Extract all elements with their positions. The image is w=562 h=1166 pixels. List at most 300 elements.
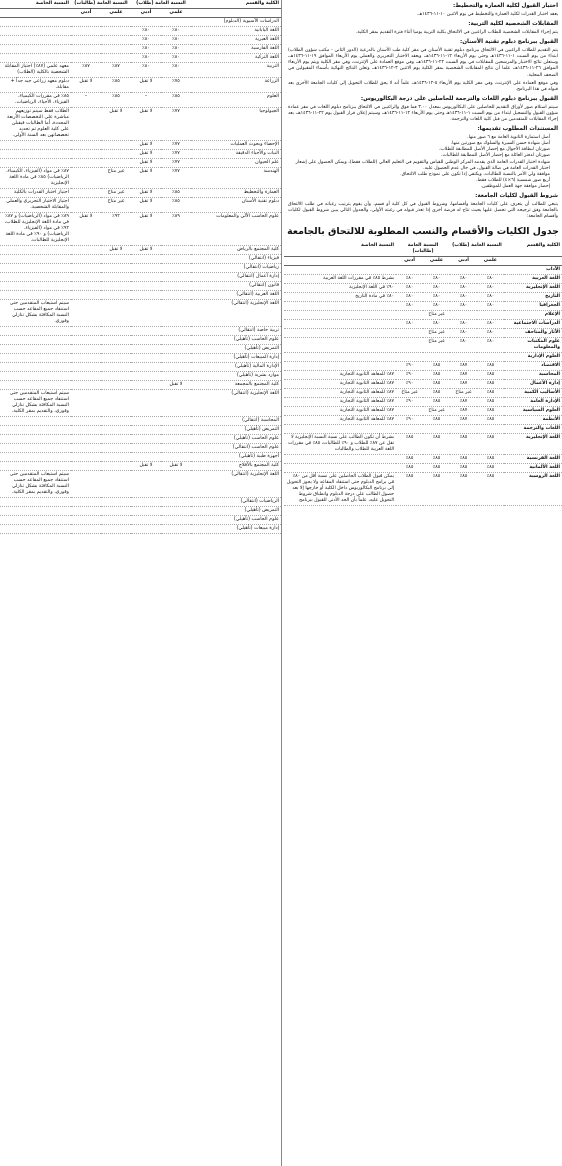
college-name: الزراعة — [191, 78, 281, 93]
college-name: الدراسات الآسيوية (الدبلوم) — [191, 18, 281, 27]
section-heading: شروط القبول لكليات الجامعة: — [475, 192, 558, 199]
female-science-ratio — [101, 27, 131, 36]
special-ratio — [0, 498, 71, 507]
special-ratio: بشرط ٨٥٪ في مقررات اللغة العربية — [284, 275, 396, 284]
male-arts-ratio — [131, 327, 161, 336]
special-ratio — [0, 264, 71, 273]
college-name: علوم المكتبات والمعلومات — [504, 338, 562, 353]
male-science-ratio: ٨٠٪ — [161, 54, 191, 63]
male-science-ratio: ٨٥٪ — [477, 362, 504, 371]
female-science-ratio: ٨٥٪ — [101, 78, 131, 93]
special-ratio — [0, 273, 71, 282]
male-science-ratio: ٨٠٪ — [161, 63, 191, 78]
college-name: اللغة الإنجليزية (انتقالي) — [191, 300, 281, 327]
table-row — [0, 336, 281, 345]
table-row — [284, 473, 562, 506]
male-science-ratio — [161, 282, 191, 291]
female-science-ratio: ٨٥٪ — [423, 416, 450, 425]
table-row — [284, 293, 562, 302]
section-paragraph: سيتم استلام صور لأوراق التقديم للحاصلين على البكالوريوس بمعدل ٣.٠٠ فما فوق والراغبين في الالتحاق ببرنامج دبلوم اللغات في مقر عمادة شؤون القبول والتسجيل ابتداء من يوم السبت ١-١١-١٤٣٦هـ وحتى يوم الأربعاء ١٢-١١-١٤٣٦هـ، وسيتم إعلان قرار القبول يوم ٢٢-١١-١٤٣٦هـ، بعد إجراء المقابلات للمتقدمين من قبل كلية اللغات والترجمة. — [288, 104, 558, 123]
male-science-ratio — [161, 354, 191, 363]
female-arts-ratio — [71, 27, 101, 36]
male-arts-ratio — [131, 390, 161, 417]
female-arts-ratio — [71, 462, 101, 471]
female-arts-ratio: ٩٠٪ — [396, 398, 423, 407]
table-row — [0, 525, 281, 534]
college-name: رياضيات (انتقالي) — [191, 264, 281, 273]
female-arts-ratio — [71, 291, 101, 300]
college-name: العلوم — [191, 93, 281, 108]
college-name: اللغة الإنجليزية — [504, 284, 562, 293]
table-row — [284, 455, 562, 464]
female-science-ratio — [423, 425, 450, 434]
female-science-ratio — [101, 159, 131, 168]
special-ratio: ٨٥٪ في مقررات الكيمياء، الفيزياء، الأحياء، الرياضيات. — [0, 93, 71, 108]
section-heading: المستندات المطلوب تقديمها: — [477, 126, 558, 133]
female-science-ratio — [101, 390, 131, 417]
male-arts-ratio — [131, 471, 161, 498]
male-arts-ratio — [131, 372, 161, 381]
table-row — [284, 338, 562, 353]
special-ratio: اجتياز الاختبار التحريري والعملي والمقابلة الشخصية. — [0, 198, 71, 213]
female-arts-ratio — [71, 390, 101, 417]
female-science-ratio: غير متاح — [101, 198, 131, 213]
special-ratio — [0, 54, 71, 63]
header-male-ratio: النسبة العامة (طلاب) — [450, 242, 504, 257]
female-science-ratio: غير متاح — [101, 189, 131, 198]
special-ratio: اجتياز اختبار القدرات بالكلية — [0, 189, 71, 198]
college-name: العلوم الإدارية — [504, 353, 562, 362]
special-ratio: ٨٧٪ للمعاهد الثانوية التجارية — [284, 416, 396, 425]
female-science-ratio — [101, 498, 131, 507]
male-science-ratio — [161, 246, 191, 255]
table-row — [0, 435, 281, 444]
female-science-ratio: غير متاح — [423, 329, 450, 338]
table-row — [0, 168, 281, 189]
table-row — [0, 150, 281, 159]
female-arts-ratio — [71, 498, 101, 507]
table-row — [0, 213, 281, 246]
male-science-ratio — [161, 18, 191, 27]
section-paragraph: يعقد اختبار القدرات لكلية العمارة والتخطيط في يوم الاثنين ١٠-١١-١٤٣٦هـ. — [416, 12, 558, 17]
female-arts-ratio: لا تقبل — [71, 78, 101, 93]
male-arts-ratio — [131, 291, 161, 300]
table-row — [0, 300, 281, 327]
male-science-ratio — [161, 345, 191, 354]
table-row — [0, 417, 281, 426]
female-science-ratio — [101, 516, 131, 525]
female-arts-ratio — [71, 426, 101, 435]
special-ratio — [0, 141, 71, 150]
table-row — [284, 284, 562, 293]
female-arts-ratio: ٩٠٪ — [396, 362, 423, 371]
special-ratio — [0, 27, 71, 36]
table-row — [0, 78, 281, 93]
male-science-ratio: ٨٠٪ — [477, 293, 504, 302]
female-arts-ratio — [71, 354, 101, 363]
admission-sections — [284, 3, 562, 220]
table-row — [284, 320, 562, 329]
special-ratio — [284, 302, 396, 311]
female-science-ratio — [101, 471, 131, 498]
female-arts-ratio — [71, 159, 101, 168]
table-row — [0, 354, 281, 363]
special-ratio — [0, 336, 71, 345]
male-arts-ratio — [131, 507, 161, 516]
table-row — [284, 302, 562, 311]
female-arts-ratio — [396, 311, 423, 320]
female-science-ratio — [101, 435, 131, 444]
male-arts-ratio — [450, 311, 477, 320]
subheader-science: علمي — [161, 9, 191, 18]
female-arts-ratio — [71, 246, 101, 255]
college-name: اللغة الإنجليزية (انتقالي) — [191, 390, 281, 417]
male-science-ratio — [477, 311, 504, 320]
female-arts-ratio: ٨٠٪ — [396, 275, 423, 284]
table-row — [0, 108, 281, 141]
male-science-ratio: لا تقبل — [161, 381, 191, 390]
female-science-ratio — [101, 45, 131, 54]
male-arts-ratio: ٨٧٪ — [450, 371, 477, 380]
special-ratio — [0, 327, 71, 336]
male-science-ratio: ٨٥٪ — [477, 464, 504, 473]
male-arts-ratio: لا تقبل — [131, 189, 161, 198]
female-arts-ratio — [71, 54, 101, 63]
college-name: الدراسات الاجتماعية — [504, 320, 562, 329]
male-science-ratio — [161, 516, 191, 525]
colleges-table-right — [284, 242, 562, 506]
male-science-ratio — [161, 363, 191, 372]
table-row — [0, 36, 281, 45]
table-row — [0, 141, 281, 150]
special-ratio: سيتم استيعاب المتقدمين حتى استنفاد جميع المقاعد حسب النسبة المكافئة بشكل تنازلي وفوري، والتقديم بمقر الكلية. — [0, 471, 71, 498]
table-row — [284, 416, 562, 425]
table-row — [0, 390, 281, 417]
list-item: أربع صور شمسية (٦×٤) للطلاب فقط. — [476, 177, 550, 183]
female-science-ratio: غير متاح — [101, 168, 131, 189]
female-science-ratio — [101, 150, 131, 159]
male-science-ratio: ٨٠٪ — [477, 329, 504, 338]
table-row — [0, 471, 281, 498]
college-name: تربية خاصة (انتقالي) — [191, 327, 281, 336]
special-ratio — [0, 345, 71, 354]
special-ratio — [284, 353, 396, 362]
subheader-arts: أدبي — [131, 9, 161, 18]
male-science-ratio: ٨٠٪ — [477, 275, 504, 284]
female-science-ratio: ٨٧٪ — [101, 63, 131, 78]
female-arts-ratio — [71, 327, 101, 336]
college-name: العلوم السياسية — [504, 407, 562, 416]
female-science-ratio — [101, 54, 131, 63]
male-science-ratio: ٧٧٪ — [161, 168, 191, 189]
female-science-ratio: غير متاح — [423, 311, 450, 320]
female-arts-ratio: ٨٠٪ — [396, 320, 423, 329]
special-ratio: سيتم استيعاب المتقدمين حتى استنفاد جميع المقاعد حسب النسبة المكافئة بشكل تنازلي وفوري، والتقديم بمقر الكلية. — [0, 390, 71, 417]
male-arts-ratio: ٨٥٪ — [450, 434, 477, 455]
male-arts-ratio: ٨٠٪ — [131, 54, 161, 63]
college-name: اللغة الروسية — [504, 473, 562, 506]
table-row — [0, 63, 281, 78]
male-arts-ratio — [450, 266, 477, 275]
female-science-ratio: ٨٥٪ — [101, 93, 131, 108]
male-science-ratio — [161, 471, 191, 498]
male-arts-ratio: لا تقبل — [131, 78, 161, 93]
female-science-ratio — [101, 18, 131, 27]
special-ratio: سيتم استيعاب المتقدمين حتى استنفاد جميع المقاعد حسب النسبة المكافئة بشكل تنازلي وفوري. — [0, 300, 71, 327]
college-name: إدارة أعمال (انتقالي) — [191, 273, 281, 282]
male-science-ratio: ٨٥٪ — [477, 371, 504, 380]
college-name: المحاسبة (انتقالي) — [191, 417, 281, 426]
college-name: إدارة المبيعات (تأهيلي) — [191, 354, 281, 363]
college-name: اللغة اليابانية — [191, 27, 281, 36]
female-science-ratio: ٨٥٪ — [423, 434, 450, 455]
female-arts-ratio: لا تقبل — [71, 213, 101, 246]
male-science-ratio — [161, 453, 191, 462]
male-arts-ratio — [131, 354, 161, 363]
male-arts-ratio: لا تقبل — [131, 159, 161, 168]
male-arts-ratio — [131, 336, 161, 345]
female-science-ratio — [101, 141, 131, 150]
special-ratio — [0, 453, 71, 462]
male-science-ratio: ٨٥٪ — [477, 398, 504, 407]
list-item: أصل استمارة الثانوية العامة مع ٦ صور منها. — [467, 135, 550, 141]
male-arts-ratio: ٨٧٪ — [450, 380, 477, 389]
female-arts-ratio: – — [71, 93, 101, 108]
special-ratio — [284, 464, 396, 473]
male-science-ratio — [161, 273, 191, 282]
table-row — [0, 246, 281, 255]
special-ratio — [0, 381, 71, 390]
special-ratio — [0, 516, 71, 525]
female-arts-ratio — [71, 45, 101, 54]
female-science-ratio — [101, 354, 131, 363]
list-item: إحضار موافقة جهة العمل للموظفين. — [480, 183, 550, 189]
college-name: إدارة الأعمال — [504, 380, 562, 389]
special-ratio: معهد علمي (٨٧٪) اجتياز المقابلة الشخصية بالكلية (الطلاب) — [0, 63, 71, 78]
special-ratio — [284, 329, 396, 338]
college-name: الإدارة المالية (تأهيلي) — [191, 363, 281, 372]
female-science-ratio — [101, 327, 131, 336]
female-science-ratio: غير متاح — [423, 407, 450, 416]
female-arts-ratio — [71, 18, 101, 27]
special-ratio — [0, 435, 71, 444]
female-science-ratio: ٨٠٪ — [423, 293, 450, 302]
male-arts-ratio: لا تقبل — [131, 246, 161, 255]
table-row — [0, 381, 281, 390]
college-name: دبلوم تقنية الأسنان — [191, 198, 281, 213]
college-name: الجغرافيا — [504, 302, 562, 311]
female-science-ratio — [101, 336, 131, 345]
documents-list — [288, 135, 558, 190]
male-science-ratio — [477, 353, 504, 362]
college-name: إدارة مبيعات (تأهيلي) — [191, 525, 281, 534]
female-arts-ratio — [396, 338, 423, 353]
female-arts-ratio — [71, 141, 101, 150]
female-science-ratio: ٨٠٪ — [423, 284, 450, 293]
table-row — [0, 444, 281, 453]
special-ratio — [0, 354, 71, 363]
table-row — [0, 198, 281, 213]
female-science-ratio: ٨٠٪ — [423, 275, 450, 284]
female-arts-ratio: ٩٠٪ — [396, 380, 423, 389]
male-arts-ratio: ٨٠٪ — [450, 338, 477, 353]
special-ratio — [0, 159, 71, 168]
female-arts-ratio — [71, 435, 101, 444]
subheader-science: علمي — [101, 9, 131, 18]
female-science-ratio — [101, 444, 131, 453]
table-row — [284, 464, 562, 473]
male-science-ratio: ٨٥٪ — [477, 434, 504, 455]
male-science-ratio: ٨٥٪ — [477, 389, 504, 398]
female-science-ratio — [101, 525, 131, 534]
male-science-ratio: ٧٧٪ — [161, 159, 191, 168]
college-name: الاقتصاد — [504, 362, 562, 371]
table-row — [0, 45, 281, 54]
table-row — [0, 363, 281, 372]
table-row — [0, 54, 281, 63]
table-row — [0, 159, 281, 168]
college-name: اللغة التركية — [191, 54, 281, 63]
female-arts-ratio — [71, 150, 101, 159]
section-paragraph: يتم إجراء المقابلات الشخصية للطلاب الراغبين في الالتحاق بكلية التربية يوميا أثناء فترة التقديم بمقر الكلية. — [355, 30, 558, 36]
female-arts-ratio — [71, 471, 101, 498]
header-college: الكلية والقسم — [191, 0, 281, 9]
male-science-ratio — [161, 327, 191, 336]
male-arts-ratio — [131, 255, 161, 264]
college-name: التاريخ — [504, 293, 562, 302]
special-ratio — [0, 255, 71, 264]
special-ratio — [0, 246, 71, 255]
male-arts-ratio — [450, 425, 477, 434]
male-science-ratio: ٨٠٪ — [477, 284, 504, 293]
female-arts-ratio: ٨٠٪ — [396, 293, 423, 302]
female-arts-ratio — [71, 264, 101, 273]
section-paragraph: يتبغي للطالب أن يتعرف على كليات الجامعة وأقسامها، وشروط القبول في كل كلية أو قسم، وأن يقوم بترتيب رغباته في طلب الالتحاق بالجامعة وفق ترجيحه التي تحصل عليها يحيث تتاح له فرصة أخرى إذا تعذر قبوله في رغبته الأولى، والجدول التالي يبين شروط القبول لكليات وأقسام الجامعة: — [288, 201, 558, 220]
male-science-ratio: ٨٠٪ — [161, 36, 191, 45]
male-arts-ratio: لا تقبل — [131, 108, 161, 141]
special-ratio — [0, 291, 71, 300]
female-science-ratio: ٨٥٪ — [423, 464, 450, 473]
colleges-table-title: جدول الكليات والأقسام والنسب المطلوبة للالتحاق بالجامعة — [287, 226, 559, 238]
special-ratio — [0, 372, 71, 381]
subheader-science: علمي — [423, 257, 450, 266]
table-row — [0, 345, 281, 354]
male-science-ratio: ٨٥٪ — [161, 198, 191, 213]
right-column — [284, 0, 562, 1166]
male-arts-ratio — [131, 18, 161, 27]
male-science-ratio: ٨٥٪ — [477, 416, 504, 425]
college-name: اللغة الإنجليزية (انتقالي) — [191, 471, 281, 498]
table-row — [0, 498, 281, 507]
table-row — [284, 425, 562, 434]
female-science-ratio: ٨٥٪ — [423, 380, 450, 389]
table-row — [284, 275, 562, 284]
female-science-ratio — [101, 291, 131, 300]
female-arts-ratio — [71, 198, 101, 213]
male-arts-ratio — [131, 525, 161, 534]
male-arts-ratio — [131, 300, 161, 327]
college-name: اللغات والترجمة — [504, 425, 562, 434]
male-arts-ratio: لا تقبل — [131, 213, 161, 246]
list-item: صورتان لبطاقة الأحوال مع إحضار الأصل للمطابقة للطلاب. — [438, 147, 550, 153]
table-row — [284, 353, 562, 362]
section-heading: القبول ببرنامج دبلوم تقنية الأسنان: — [460, 39, 558, 46]
female-science-ratio: ٩٢٪ — [101, 213, 131, 246]
table-row — [0, 255, 281, 264]
special-ratio: ٨٩٪ في مواد (الرياضيات) و ٨٧٪ في مادة اللغة الإنجليزية للطلاب، ٩٢٪ في مواد (الفيزياء، الرياضيات) و ٩٠٪ في مادة اللغة الإنجليزية للطالبات. — [0, 213, 71, 246]
female-arts-ratio — [71, 381, 101, 390]
subheader-arts: أدبي — [450, 257, 477, 266]
college-name: اللغة الفارسية — [191, 45, 281, 54]
female-arts-ratio — [71, 372, 101, 381]
section-paragraph: وفي موقع العمادة على الإنترنت، وفي مقر الكلية يوم الأربعاء ٥-١٢-١٤٣٦هـ، علماً أنه لا يحق للطلاب التحويل إلى كليات الجامعة الأخرى بعد قبوله في هذا البرنامج. — [288, 80, 558, 92]
male-arts-ratio: لا تقبل — [131, 462, 161, 471]
subheader-arts: أدبي — [396, 257, 423, 266]
college-name: كلية المجتمع بالأفلاج — [191, 462, 281, 471]
female-science-ratio — [101, 345, 131, 354]
male-arts-ratio — [131, 516, 161, 525]
female-science-ratio — [101, 372, 131, 381]
college-name: كلية المجتمع بالمجمعة — [191, 381, 281, 390]
female-arts-ratio — [396, 329, 423, 338]
female-arts-ratio — [71, 507, 101, 516]
male-arts-ratio — [131, 273, 161, 282]
subheader-arts: أدبي — [71, 9, 101, 18]
female-arts-ratio — [71, 363, 101, 372]
table-row — [0, 426, 281, 435]
male-arts-ratio — [450, 353, 477, 362]
male-science-ratio: ٨٥٪ — [161, 93, 191, 108]
male-science-ratio: ٨٩٪ — [161, 213, 191, 246]
male-science-ratio — [161, 525, 191, 534]
female-science-ratio — [101, 462, 131, 471]
table-row — [0, 327, 281, 336]
college-name: علوم الحاسب (تأهيلي) — [191, 435, 281, 444]
male-arts-ratio: ٨٧٪ — [450, 416, 477, 425]
female-arts-ratio — [71, 255, 101, 264]
male-arts-ratio — [131, 282, 161, 291]
female-science-ratio: ٨٥٪ — [423, 371, 450, 380]
female-science-ratio: لا تقبل — [101, 108, 131, 141]
female-arts-ratio: ٨٥٪ — [396, 434, 423, 455]
female-science-ratio: ٨٥٪ — [423, 473, 450, 506]
female-science-ratio — [101, 264, 131, 273]
special-ratio — [0, 36, 71, 45]
table-row — [284, 389, 562, 398]
special-ratio — [0, 45, 71, 54]
female-arts-ratio — [71, 273, 101, 282]
special-ratio — [0, 507, 71, 516]
college-name: اللغة الإنجليزية — [504, 434, 562, 455]
male-science-ratio — [161, 498, 191, 507]
male-science-ratio: ٧٧٪ — [161, 108, 191, 141]
section-heading: القبول ببرنامج دبلوم اللغات والترجمة للحاصلين على درجة البكالوريوس: — [360, 95, 558, 102]
male-science-ratio: ٨٥٪ — [477, 407, 504, 416]
female-arts-ratio — [71, 417, 101, 426]
special-ratio — [0, 363, 71, 372]
female-science-ratio — [423, 266, 450, 275]
college-name: علم الحيوان — [191, 159, 281, 168]
female-science-ratio — [101, 381, 131, 390]
list-item: شهادة اختبار القدرات العامة الذي يقدمه المركز الوطني للقياس والتقويم في التعليم العالي (للطلاب فقط)، ويمكن الحصول على إشعار اختبار القدرات العامة في صالة القبول، في حال عدم الحصول عليه. — [295, 159, 550, 171]
colleges-table-left — [0, 0, 281, 534]
female-arts-ratio: ٨٠٪ — [396, 284, 423, 293]
special-ratio — [0, 150, 71, 159]
female-science-ratio — [101, 363, 131, 372]
male-science-ratio — [161, 291, 191, 300]
female-arts-ratio: ٨٧٪ — [71, 63, 101, 78]
college-name: التربية — [191, 63, 281, 78]
